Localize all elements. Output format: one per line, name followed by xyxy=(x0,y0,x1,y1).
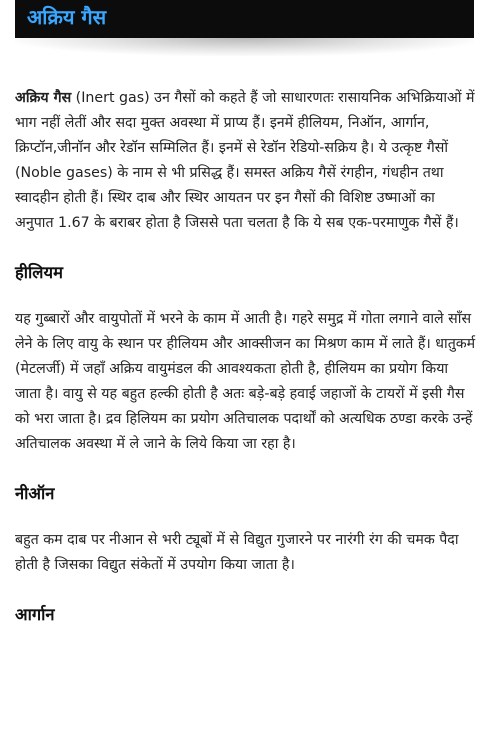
section-paragraph-helium: यह गुब्बारों और वायुपोतों में भरने के काम में आती है। गहरे समुद्र में गोता लगाने वाले साँस लेने के लिए वायु के स्थान पर हीलियम और आक्सीजन का मिश्रण काम में लाते हैं। धातुकर्म (मेटलर्जी) में जहाँ अक्रिय वायुमंडल की आवश्यकता होती है, हीलियम का प्रयोग किया जाता है। वायु से यह बहुत हल्की होती है अतः बड़े-बड़े हवाई जहाजों के टायरों में इसी गैस को भरा जाता है। द्रव हिलियम का प्रयोग अतिचालक पदार्थों को अत्यधिक ठण्डा करके उन्हें अतिचालक अवस्था में ले जाने के लिये किया जा रहा है। xyxy=(15,311,476,452)
page-title: अक्रिय गैस xyxy=(27,5,107,29)
section-heading-neon: नीऑन xyxy=(15,484,55,503)
title-bar-shadow xyxy=(15,38,474,56)
section-heading-argon: आर्गान xyxy=(15,605,55,624)
intro-lead-term: अक्रिय गैस xyxy=(15,90,72,106)
page-title-bar xyxy=(15,0,474,38)
intro-text: (Inert gas) उन गैसों को कहते हैं जो साधारणतः रासायनिक अभिक्रियाओं में भाग नहीं लेतीं और सदा मुक्त अवस्था में प्राप्य हैं। इनमें हीलियम, निऑन, आर्गान, क्रिप्टॉन,जीनॉन और रेडॉन सम्मिलित हैं। इनमें से रेडॉन रेडियो-सक्रिय है। ये उत्कृष्ट गैसों (Noble gases) के नाम से भी प्रसिद्ध हैं। समस्त अक्रिय गैसें रंगहीन, गंधहीन तथा स्वादहीन होती हैं। स्थिर दाब और स्थिर आयतन पर इन गैसों की विशिष्ट उष्माओं का अनुपात 1.67 के बराबर होता है जिससे पता चलता है कि ये सब एक-परमाणुक गैसें हैं। xyxy=(15,90,475,231)
section-paragraph-neon: बहुत कम दाब पर नीआन से भरी ट्यूबों में से विद्युत गुजारने पर नारंगी रंग की चमक पैदा होती है जिसका विद्युत संकेतों में उपयोग किया जाता है। xyxy=(15,532,459,573)
intro-paragraph xyxy=(15,86,477,236)
section-heading-helium: हीलियम xyxy=(15,263,63,282)
article-body xyxy=(15,86,477,626)
